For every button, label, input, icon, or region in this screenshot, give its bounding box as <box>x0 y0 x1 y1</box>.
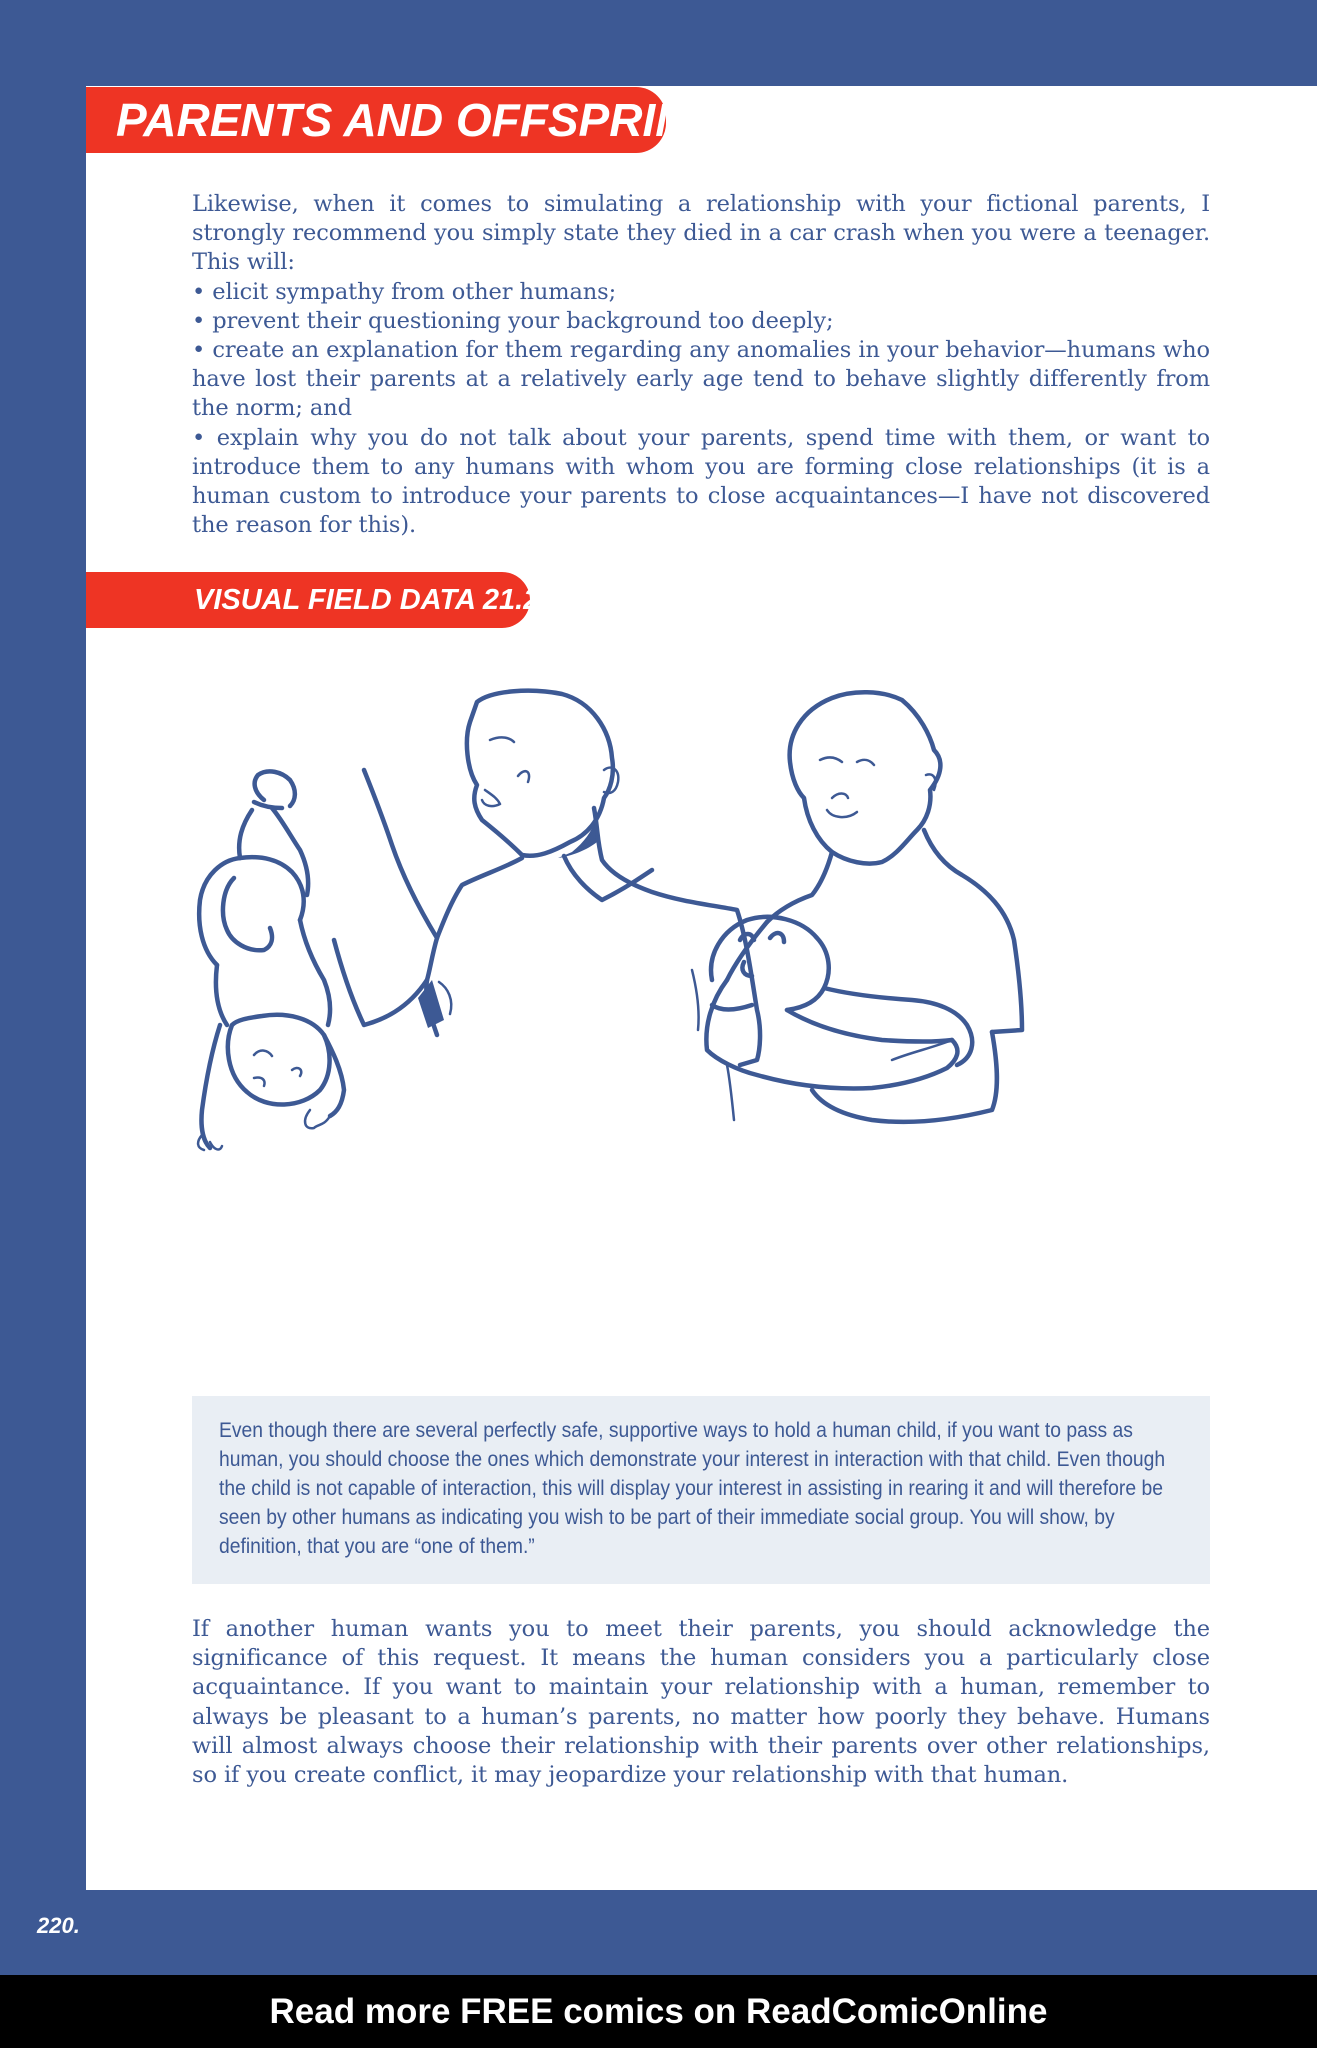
callout-box <box>192 1396 1210 1584</box>
section-title-banner <box>86 87 725 153</box>
illustration-cradled-baby <box>706 692 1022 1122</box>
section-title: PARENTS AND OFFSPRING <box>116 94 725 146</box>
bullet-item: • explain why you do not talk about your parents, spend time with them, or want to introduce them to any humans with whom you are forming close relationships (it is a human custom to introduce your parents to close acquaintances—I have not discovered the reason for this). <box>192 424 1210 539</box>
illustration-upside-down-baby <box>198 691 760 1150</box>
page-number: 220. <box>37 1913 80 1938</box>
bullet-item: • prevent their questioning your background too deeply; <box>192 307 834 334</box>
closing-text <box>192 1615 1210 1790</box>
bullet-item: • elicit sympathy from other humans; <box>192 278 617 305</box>
closing-paragraph: If another human wants you to meet their parents, you should acknowledge the significance of this request. It means the human considers you a particularly close acquaintance. If you want to maintain your relationship with a human, remember to always be pleasant to a human’s parents, no matter how poorly they behave. Humans will almost always choose their relationship with their parents over other relationships, so if you create conflict, it may jeopardize your relationship with that human. <box>192 1616 1210 1789</box>
footer-bar <box>0 1975 1317 2048</box>
figure-title: VISUAL FIELD DATA 21.2 <box>194 583 540 616</box>
figure-illustration <box>192 680 1210 1260</box>
callout-text: Even though there are several perfectly safe, supportive ways to hold a human child, if you want to pass as human, you should choose the ones which demonstrate your interest in interaction with that child. Even though the child is not capable of interaction, this will display your interest in assisting in rearing it and will therefore be seen by other humans as indicating you wish to be part of their immediate social group. You will show, by definition, that you are “one of them.” <box>219 1419 1166 1558</box>
figure-title-banner <box>86 572 540 628</box>
intro-text <box>192 190 1210 540</box>
illustration-svg <box>192 680 1210 1260</box>
bullet-item: • create an explanation for them regarding any anomalies in your behavior—humans who have lost their parents at a relatively early age tend to behave slightly differently from the norm; and <box>192 337 1210 422</box>
intro-paragraph: Likewise, when it comes to simulating a relationship with your fictional parents, I strongly recommend you simply state they died in a car crash when you were a teenager. This will: <box>192 191 1210 276</box>
footer-link[interactable]: Read more FREE comics on ReadComicOnline <box>269 1991 1048 2031</box>
